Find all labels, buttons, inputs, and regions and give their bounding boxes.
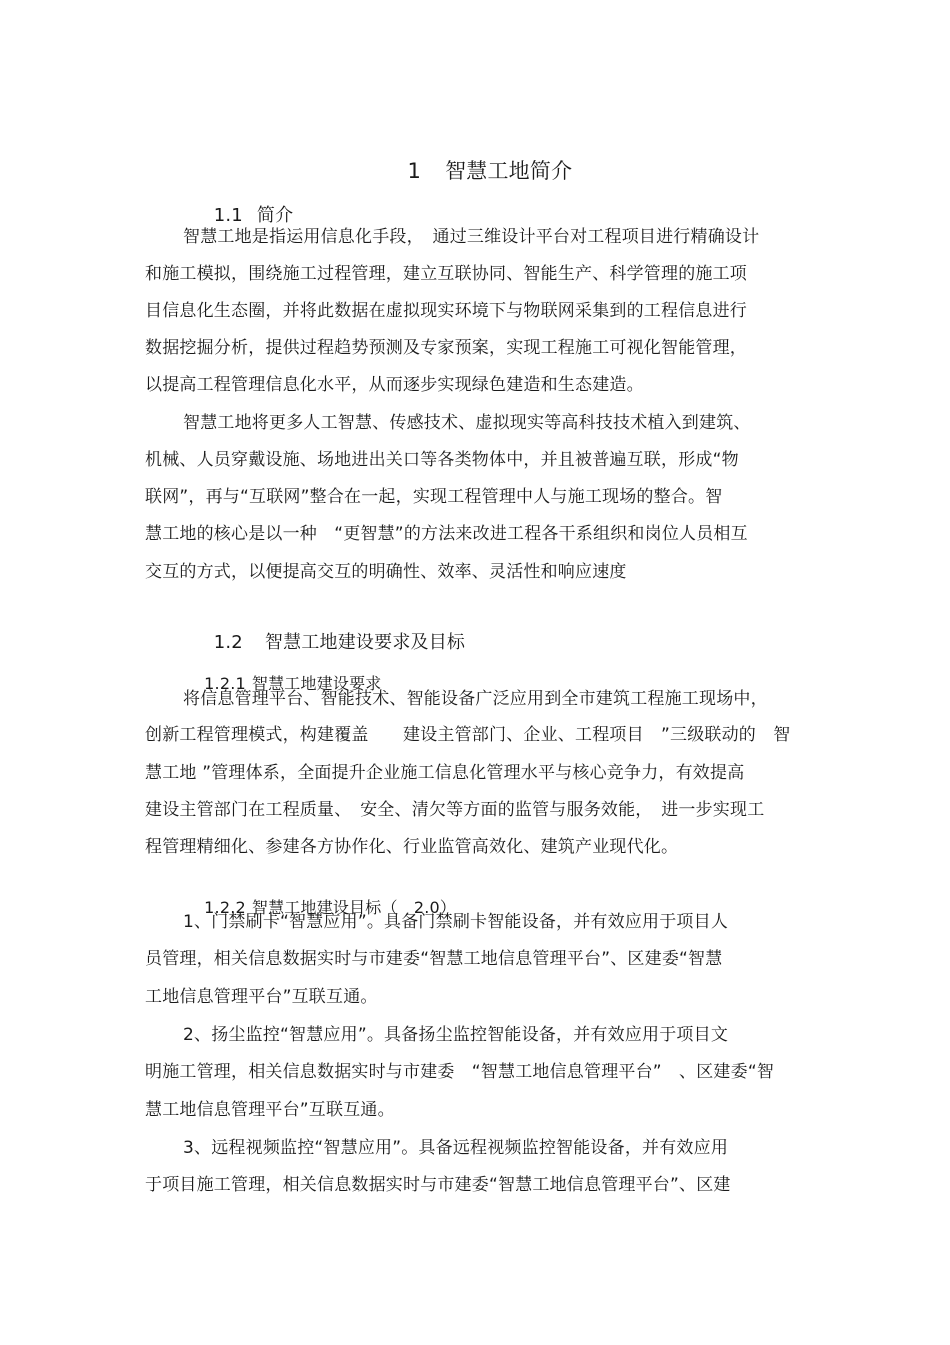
section-1-2-1-title: 智慧工地建设要求	[251, 674, 382, 693]
para2-line: 机械、人员穿戴设施、场地进出关口等各类物体中，并且被普遍互联，形成“物	[145, 450, 739, 470]
para1-line: 智慧工地是指运用信息化手段， 通过三维设计平台对工程项目进行精确设计	[183, 227, 760, 247]
item2-line: 明施工管理，相关信息数据实时与市建委 “智慧工地信息管理平台” 、区建委“智	[145, 1062, 775, 1082]
para2-line: 联网”，再与“互联网”整合在一起，实现工程管理中人与施工现场的整合。智	[145, 487, 723, 507]
para3-line: 创新工程管理模式，构建覆盖 建设主管部门、企业、工程项目 ”三级联动的 智	[145, 725, 791, 745]
para2-line: 交互的方式，以便提高交互的明确性、效率、灵活性和响应速度	[145, 562, 627, 582]
para1-line: 数据挖掘分析，提供过程趋势预测及专家预案，实现工程施工可视化智能管理，	[145, 338, 747, 358]
heading-1-title: 智慧工地简介	[445, 159, 573, 183]
item2-line: 2、扬尘监控“智慧应用”。具备扬尘监控智能设备，并有效应用于项目文	[183, 1025, 729, 1045]
heading-1-number: 1	[407, 159, 422, 183]
section-1-1-title: 简介	[256, 205, 294, 226]
section-1-2-number: 1.2	[213, 632, 243, 653]
para1-line: 目信息化生态圈，并将此数据在虚拟现实环境下与物联网采集到的工程信息进行	[145, 301, 747, 321]
item2-line: 慧工地信息管理平台”互联互通。	[145, 1100, 395, 1120]
section-1-1-number: 1.1	[213, 205, 243, 226]
section-1-2-2-number: 1.2.2	[204, 898, 246, 917]
para1-line: 以提高工程管理信息化水平，从而逐步实现绿色建造和生态建造。	[145, 375, 644, 395]
para2-line: 智慧工地将更多人工智慧、传感技术、虚拟现实等高科技技术植入到建筑、	[183, 413, 751, 433]
para3-line: 程管理精细化、参建各方协作化、行业监管高效化、建筑产业现代化。	[145, 837, 679, 857]
para3-line: 将信息管理平台、智能技术、智能设备广泛应用到全市建筑工程施工现场中，	[183, 689, 768, 709]
heading-1	[380, 132, 572, 210]
item1-line: 1、门禁刷卡“智慧应用”。具备门禁刷卡智能设备，并有效应用于项目人	[183, 912, 729, 932]
item3-line: 3、远程视频监控“智慧应用”。具备远程视频监控智能设备，并有效应用	[183, 1138, 729, 1158]
para1-line: 和施工模拟，围绕施工过程管理，建立互联协同、智能生产、科学管理的施工项	[145, 264, 747, 284]
section-1-2-title: 智慧工地建设要求及目标	[264, 632, 466, 653]
para2-line: 慧工地的核心是以一种 “更智慧”的方法来改进工程各干系组织和岗位人员相互	[145, 524, 748, 544]
para3-line: 建设主管部门在工程质量、 安全、清欠等方面的监管与服务效能， 进一步实现工	[145, 800, 765, 820]
section-1-2-2-title: 智慧工地建设目标（ 2.0）	[251, 898, 457, 917]
item1-line: 工地信息管理平台”互联互通。	[145, 987, 378, 1007]
section-1-2-1-number: 1.2.1	[204, 674, 246, 693]
item1-line: 员管理，相关信息数据实时与市建委“智慧工地信息管理平台”、区建委“智慧	[145, 949, 723, 969]
item3-line: 于项目施工管理，相关信息数据实时与市建委“智慧工地信息管理平台”、区建	[145, 1175, 731, 1195]
para3-line: 慧工地 ”管理体系，全面提升企业施工信息化管理水平与核心竞争力，有效提高	[145, 763, 745, 783]
